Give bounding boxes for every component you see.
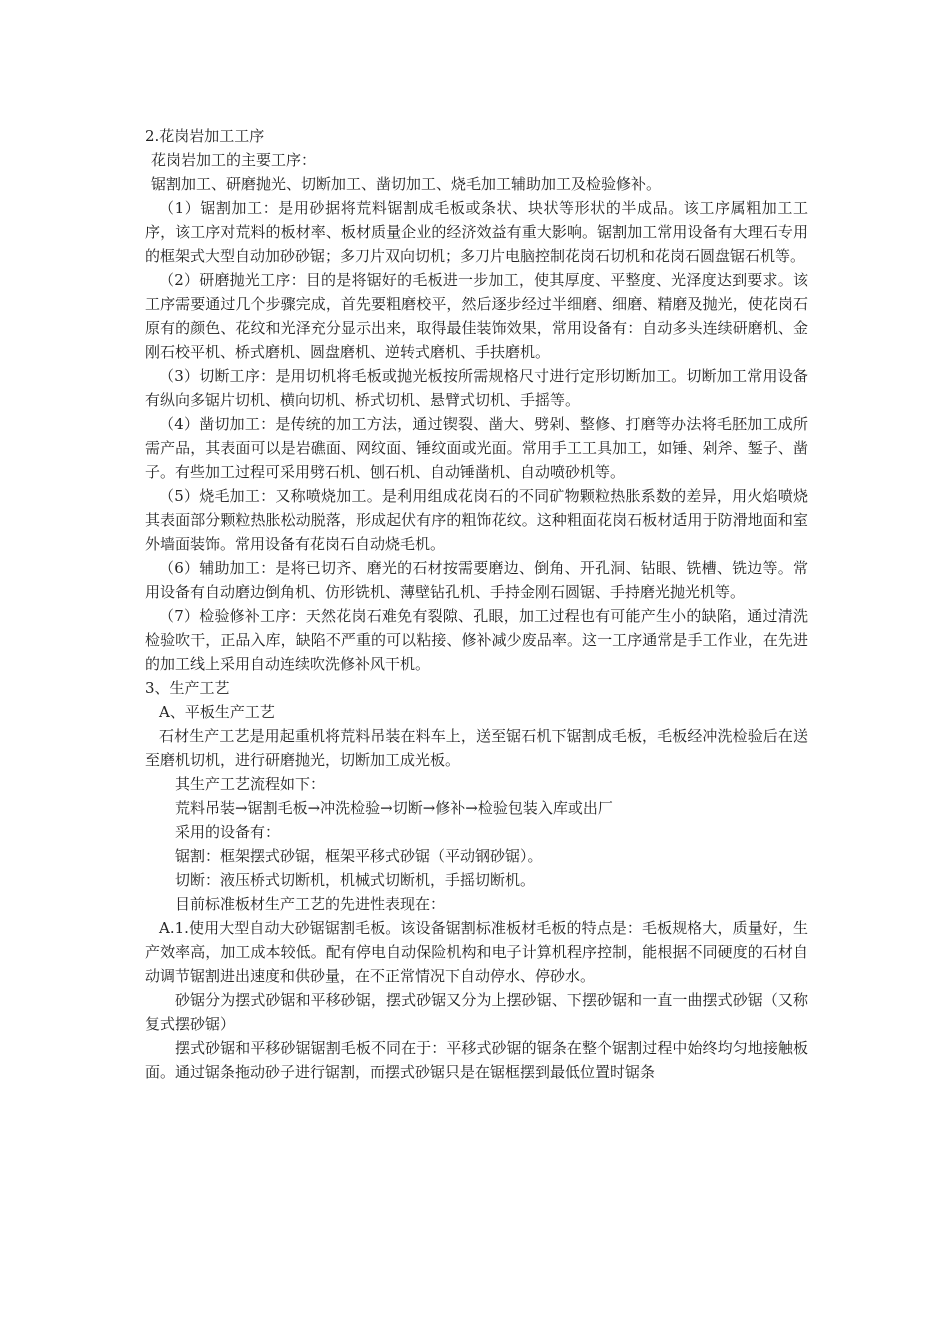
- process-item-1: （1）锯割加工：是用砂据将荒料锯割成毛板或条状、块状等形状的半成品。该工序属粗加工工序，该工序对荒料的板材率、板材质量企业的经济效益有重大影响。锯割加工常用设备有大理石专用的框架式大型自动加砂砂锯；多刀片双向切机；多刀片电脑控制花岗石切机和花岗石圆盘锯石机等。: [145, 199, 808, 265]
- section-3-title: 3、生产工艺: [145, 679, 230, 697]
- para-saw-diff: 摆式砂锯和平移砂锯锯割毛板不同在于：平移式砂锯的锯条在整个锯割过程中始终均匀地接触板面。通过锯条拖动砂子进行锯割，而摆式砂锯只是在锯框摆到最低位置时锯条: [145, 1039, 808, 1081]
- main-process-label: 花岗岩加工的主要工序：: [151, 151, 317, 169]
- process-item-5: （5）烧毛加工：又称喷烧加工。是利用组成花岗石的不同矿物颗粒热胀系数的差异，用火焰喷烧其表面部分颗粒热胀松动脱落，形成起伏有序的粗饰花纹。这种粗面花岗石板材适用于防滑地面和室外墙面装饰。常用设备有花岗石自动烧毛机。: [145, 487, 808, 553]
- equipment-saw: 锯割：框架摆式砂锯，框架平移式砂锯（平动钢砂锯）。: [175, 847, 543, 865]
- process-item-3: （3）切断工序：是用切机将毛板或抛光板按所需规格尺寸进行定形切断加工。切断加工常用设备有纵向多锯片切机、横向切机、桥式切机、悬臂式切机、手摇等。: [145, 367, 808, 409]
- process-item-4: （4）凿切加工：是传统的加工方法，通过锲裂、凿大、劈剁、整修、打磨等办法将毛胚加工成所需产品，其表面可以是岩礁面、网纹面、锤纹面或光面。常用手工工具加工，如锤、剁斧、錾子、凿子。有些加工过程可采用劈石机、刨石机、自动锤凿机、自动喷砂机等。: [145, 415, 808, 481]
- document-page: [145, 124, 808, 1084]
- process-item-2: （2）研磨抛光工序：目的是将锯好的毛板进一步加工，使其厚度、平整度、光泽度达到要求。该工序需要通过几个步骤完成，首先要粗磨校平，然后逐步经过半细磨、细磨、精磨及抛光，使花岗石原有的颜色、花纹和光泽充分显示出来，取得最佳装饰效果，常用设备有：自动多头连续研磨机、金刚石校平机、桥式磨机、圆盘磨机、逆转式磨机、手扶磨机。: [145, 271, 808, 361]
- equipment-label: 采用的设备有：: [175, 823, 281, 841]
- advanced-label: 目前标准板材生产工艺的先进性表现在：: [175, 895, 446, 913]
- equipment-cut: 切断：液压桥式切断机，机械式切断机，手摇切断机。: [175, 871, 536, 889]
- flow-steps: 荒料吊装→锯割毛板→冲洗检验→切断→修补→检验包装入库或出厂: [175, 799, 613, 817]
- section-2-title: 2.花岗岩加工工序: [145, 127, 265, 145]
- flow-label: 其生产工艺流程如下：: [175, 775, 326, 793]
- main-process-list: 锯割加工、研磨抛光、切断加工、凿切加工、烧毛加工辅助加工及检验修补。: [151, 175, 662, 193]
- para-a1: A.1.使用大型自动大砂锯锯割毛板。该设备锯割标准板材毛板的特点是：毛板规格大，质量好，生产效率高，加工成本较低。配有停电自动保险机构和电子计算机程序控制，能根据不同硬度的石材自动调节锯割进出速度和供砂量，在不正常情况下自动停水、停砂水。: [145, 919, 808, 985]
- sub-a-title: A、平板生产工艺: [159, 703, 275, 721]
- para-saw-types: 砂锯分为摆式砂锯和平移砂锯，摆式砂锯又分为上摆砂锯、下摆砂锯和一直一曲摆式砂锯（又称复式摆砂锯）: [145, 991, 808, 1033]
- para-a-intro: 石材生产工艺是用起重机将荒料吊装在料车上，送至锯石机下锯割成毛板，毛板经冲洗检验后在送至磨机切机，进行研磨抛光，切断加工成光板。: [145, 727, 808, 769]
- process-item-6: （6）辅助加工：是将已切齐、磨光的石材按需要磨边、倒角、开孔洞、钻眼、铣槽、铣边等。常用设备有自动磨边倒角机、仿形铣机、薄壁钻孔机、手持金刚石圆锯、手持磨光抛光机等。: [145, 559, 808, 601]
- process-item-7: （7）检验修补工序：天然花岗石难免有裂隙、孔眼，加工过程也有可能产生小的缺陷，通过清洗检验吹干，正品入库，缺陷不严重的可以粘接、修补减少废品率。这一工序通常是手工作业，在先进的加工线上采用自动连续吹洗修补风干机。: [145, 607, 808, 673]
